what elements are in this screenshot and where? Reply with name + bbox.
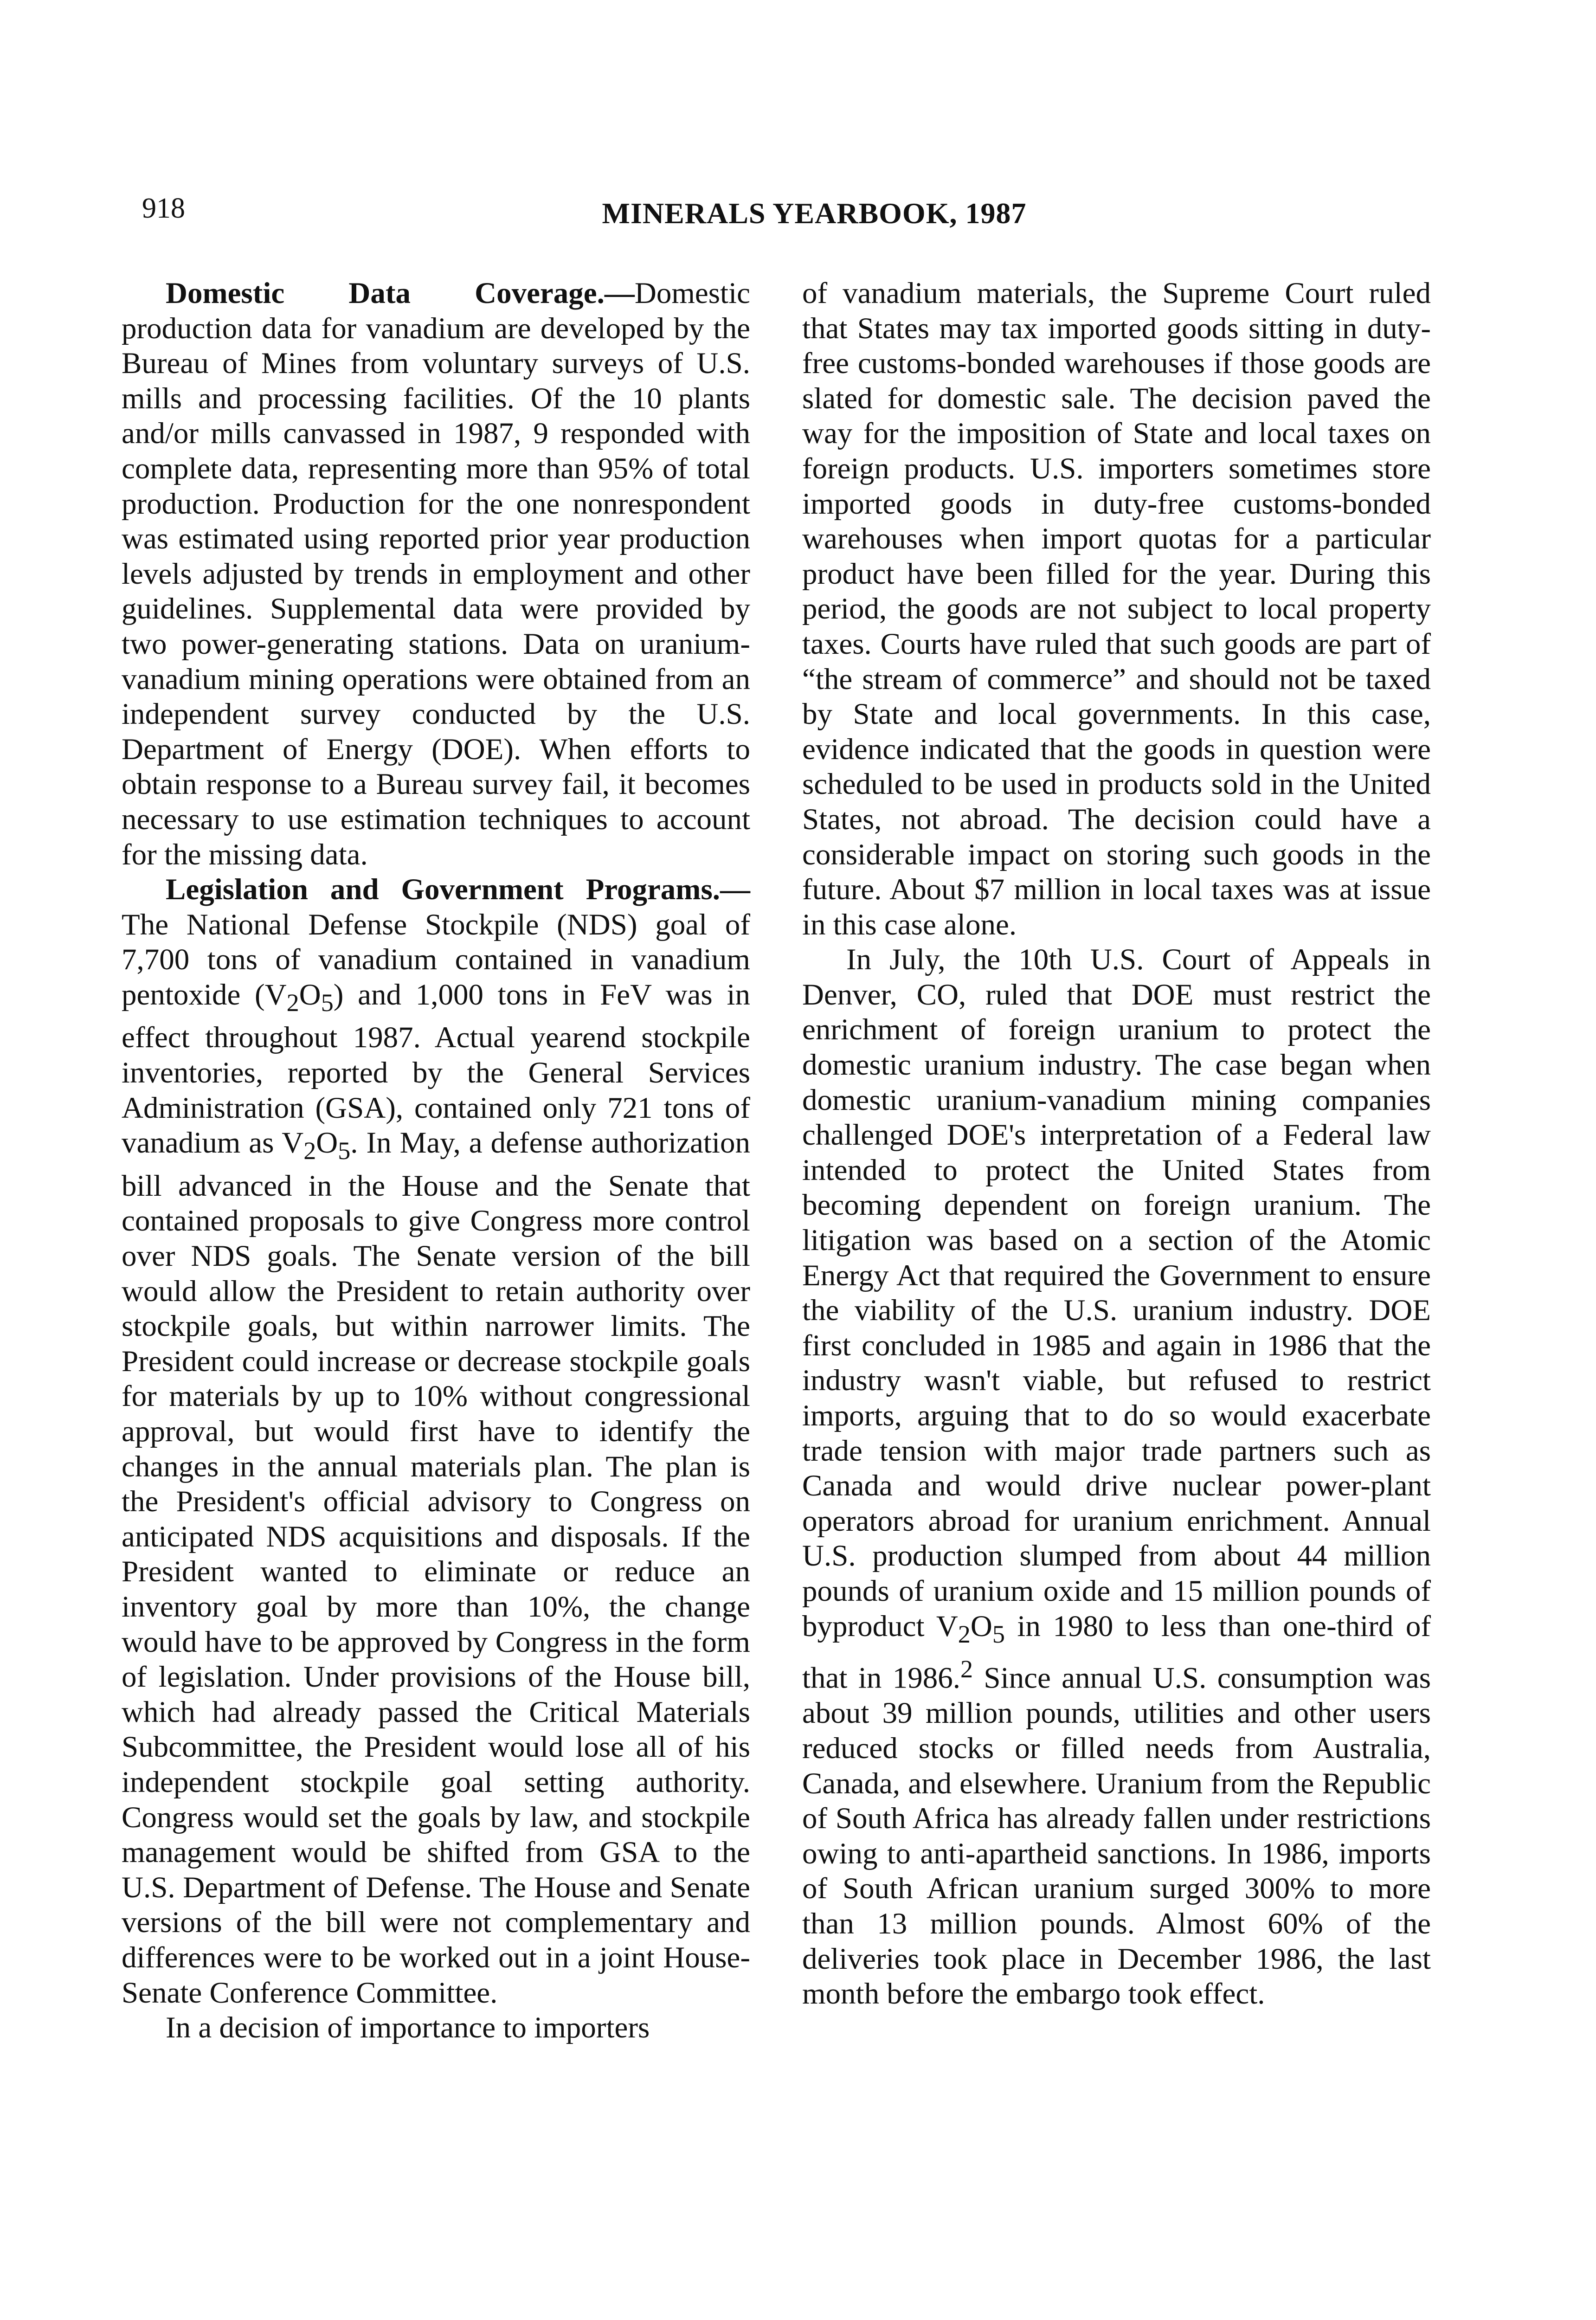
page-number: 918 <box>142 193 185 224</box>
paragraph-supreme-court-continued <box>802 276 1431 942</box>
subscript: 5 <box>338 1137 351 1165</box>
paragraph-text: in 1980 to less than one-third of that in 1986. <box>802 1609 1431 1695</box>
paragraph-text: . In May, a defense authorization bill advanced in the House and the Senate that contained proposals to give Congress more control over NDS goals. The Senate version of the bill would allow the President to retain authority over stockpile goals, but within narrower limits. The President could increase or decrease stockpile goals for materials by up to 10% without congressional approval, but would first have to identify the changes in the annual materials plan. The plan is the President's official advisory to Congress on anticipated NDS acquisitions and disposals. If the President wanted to eliminate or reduce an inventory goal by more than 10%, the change would have to be approved by Congress in the form of legislation. Under provisions of the House bill, which had already passed the Critical Materials Subcommittee, the President would lose all of his independent stockpile goal setting authority. Congress would set the goals by law, and stockpile management would be shifted from GSA to the U.S. Department of Defense. The House and Senate versions of the bill were not complementary and differences were to be worked out in a joint House-Senate Conference Committee. <box>122 1126 751 2010</box>
paragraph-text: In a decision of importance to importers <box>166 2011 650 2045</box>
paragraph-text: O <box>316 1126 338 1160</box>
paragraph-legislation <box>122 872 750 2011</box>
paragraph-text: Since annual U.S. consumption was about 39 million pounds, utilities and other users reduced stocks or filled needs from Australia, Canada, and elsewhere. Uranium from the Republic of South Africa has already fallen under restrictions owing to anti-apartheid sanctions. In 1986, imports of South African uranium surged 300% to more than 13 million pounds. Almost 60% of the deliveries took place in December 1986, the last month before the embargo took effect. <box>802 1661 1431 2011</box>
subscript: 5 <box>992 1620 1005 1648</box>
running-title: MINERALS YEARBOOK, 1987 <box>602 197 1027 230</box>
left-column <box>122 276 750 2046</box>
paragraph-text: O <box>970 1609 992 1643</box>
paragraph-text: The National Defense Stockpile (NDS) goal of 7,700 tons of vanadium contained in vanadium pentoxide (V <box>122 908 750 1012</box>
paragraph-text: O <box>299 978 321 1012</box>
footnote-reference: 2 <box>960 1655 973 1683</box>
run-in-heading-domestic-data-coverage: Domestic Data Coverage.— <box>166 277 635 310</box>
paragraph-decision-intro <box>122 2011 750 2046</box>
subscript: 2 <box>286 988 299 1017</box>
paragraph-text: In July, the 10th U.S. Court of Appeals in Denver, CO, ruled that DOE must restrict the enrichment of foreign uranium to protect the domestic uranium industry. The case began when domestic uranium-vanadium mining companies challenged DOE's interpretation of a Federal law intended to protect the United States from becoming dependent on foreign uranium. The litigation was based on a section of the Atomic Energy Act that required the Government to ensure the viability of the U.S. uranium industry. DOE first concluded in 1985 and again in 1986 that the industry wasn't viable, but refused to restrict imports, arguing that to do so would exacerbate trade tension with major trade partners such as Canada and would drive nuclear power-plant operators abroad for uranium enrichment. Annual U.S. production slumped from about 44 million pounds of uranium oxide and 15 million pounds of byproduct V <box>802 943 1431 1643</box>
subscript: 2 <box>958 1620 971 1648</box>
paragraph-text: of vanadium materials, the Supreme Court ruled that States may tax imported goods sitting in duty-free customs-bonded warehouses if those goods are slated for domestic sale. The decision paved the way for the imposition of State and local taxes on foreign products. U.S. importers sometimes store imported goods in duty-free customs-bonded warehouses when import quotas for a particular product have been filled for the year. During this period, the goods are not subject to local property taxes. Courts have ruled that such goods are part of “the stream of commerce” and should not be taxed by State and local governments. In this case, evidence indicated that the goods in question were scheduled to be used in products sold in the United States, not abroad. The decision could have a considerable impact on storing such goods in the future. About $7 million in local taxes was at issue in this case alone. <box>802 277 1431 941</box>
paragraph-text: Domestic production data for vanadium are developed by the Bureau of Mines from voluntary surveys of U.S. mills and processing facilities. Of the 10 plants and/or mills canvassed in 1987, 9 responded with complete data, representing more than 95% of total production. Production for the one nonrespondent was estimated using reported prior year production levels adjusted by trends in employment and other guidelines. Supplemental data were provided by two power-generating stations. Data on uranium-vanadium mining operations were obtained from an independent survey conducted by the U.S. Department of Energy (DOE). When efforts to obtain response to a Bureau survey fail, it becomes necessary to use estimation techniques to account for the missing data. <box>122 277 750 871</box>
paragraph-court-of-appeals <box>802 942 1431 2011</box>
subscript: 2 <box>303 1137 316 1165</box>
paragraph-text: ) and 1,000 tons in FeV was in effect throughout 1987. Actual yearend stockpile inventories, reported by the General Services Administration (GSA), contained only 721 tons of vanadium as V <box>122 978 751 1160</box>
subscript: 5 <box>321 988 334 1017</box>
paragraph-domestic-data-coverage <box>122 276 750 872</box>
run-in-heading-legislation: Legislation and Government Programs.— <box>166 873 750 907</box>
right-column <box>802 276 1431 2012</box>
